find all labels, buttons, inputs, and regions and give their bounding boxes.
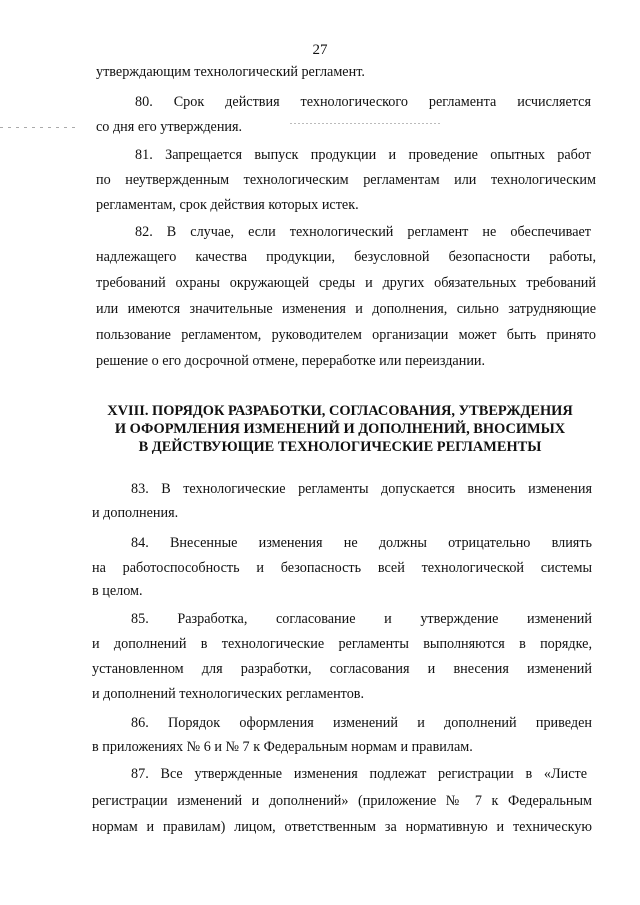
paragraph-82-line: 82. В случае, если технологический регламент не обеспечивает: [135, 224, 591, 240]
text-line: надлежащего качества продукции, безусловной безопасности работы,: [96, 249, 596, 265]
paragraph-81-line: 81. Запрещается выпуск продукции и проведение опытных работ: [135, 147, 591, 163]
text-line: в приложениях № 6 и № 7 к Федеральным нормам и правилам.: [92, 739, 473, 755]
text-line: решение о его досрочной отмене, переработке или переиздании.: [96, 353, 486, 369]
text-line: и дополнений в технологические регламенты выполняются в порядке,: [92, 636, 592, 652]
text-line: регистрации изменений и дополнений» (приложение № 7 к Федеральным: [92, 793, 592, 809]
text-line: требований охраны окружающей среды и других обязательных требований: [96, 275, 596, 291]
text-line: и дополнения.: [92, 505, 179, 521]
text-line: установленном для разработки, согласования и внесения изменений: [92, 661, 592, 677]
paragraph-84-line: 84. Внесенные изменения не должны отрицательно влиять: [131, 535, 592, 551]
text-line: в целом.: [92, 583, 143, 599]
section-heading-line: И ОФОРМЛЕНИЯ ИЗМЕНЕНИЙ И ДОПОЛНЕНИЙ, ВНОСИМЫХ: [114, 421, 566, 437]
text-line: пользование регламентом, руководителем организации может быть принято: [96, 327, 596, 343]
paragraph-86-line: 86. Порядок оформления изменений и дополнений приведен: [131, 715, 592, 731]
paragraph-83-line: 83. В технологические регламенты допускается вносить изменения: [131, 481, 592, 497]
page-number: 27: [312, 42, 328, 58]
scan-mark: [0, 127, 80, 128]
paragraph-87-line: 87. Все утвержденные изменения подлежат регистрации в «Листе: [131, 766, 587, 782]
text-line: по неутвержденным технологическим регламентам или технологическим: [96, 172, 596, 188]
paragraph-85-line: 85. Разработка, согласование и утверждение изменений: [131, 611, 592, 627]
paragraph-80-line: 80. Срок действия технологического регламента исчисляется: [135, 94, 591, 110]
text-line: на работоспособность и безопасность всей технологической системы: [92, 560, 592, 576]
text-line: или имеются значительные изменения и дополнения, сильно затрудняющие: [96, 301, 596, 317]
section-heading-line: XVIII. ПОРЯДОК РАЗРАБОТКИ, СОГЛАСОВАНИЯ, УТВЕРЖДЕНИЯ: [107, 403, 573, 419]
text-line: и дополнений технологических регламентов.: [92, 686, 365, 702]
text-line: со дня его утверждения.: [96, 119, 243, 135]
text-line: регламентам, срок действия которых истек.: [96, 197, 359, 213]
text-line: утверждающим технологический регламент.: [96, 64, 365, 80]
text-line: нормам и правилам) лицом, ответственным за нормативную и техническую: [92, 819, 592, 835]
section-heading-line: В ДЕЙСТВУЮЩИЕ ТЕХНОЛОГИЧЕСКИЕ РЕГЛАМЕНТЫ: [138, 439, 542, 455]
